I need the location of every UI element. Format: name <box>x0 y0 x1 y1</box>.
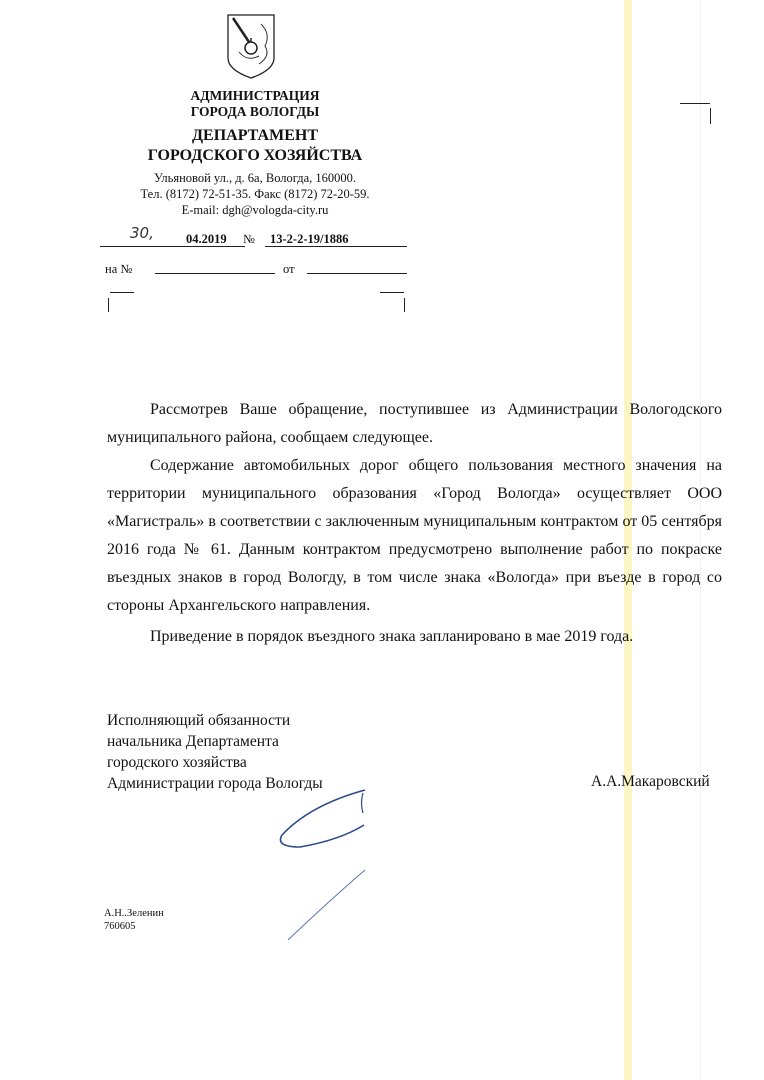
title-line: Администрации города Вологды <box>107 775 323 792</box>
letter-date: 04.2019 <box>186 232 227 246</box>
title-line: начальника Департамента <box>107 733 279 750</box>
body-paragraph: Приведение в порядок въездного знака запланировано в мае 2019 года. <box>150 628 634 645</box>
corner-mark <box>110 292 134 293</box>
title-line: городского хозяйства <box>107 754 247 771</box>
organization-name <box>110 88 400 120</box>
letter-number: 13-2-2-19/1886 <box>270 232 349 246</box>
signatory-title <box>107 710 323 794</box>
body-paragraph: Рассмотрев Ваше обращение, поступившее из Администрации Вологодского муниципального района, сообщаем следующее. <box>107 401 722 446</box>
contact-block <box>110 170 400 218</box>
executor-info <box>104 907 164 933</box>
reply-to-underline <box>155 273 275 274</box>
corner-mark <box>404 298 405 312</box>
corner-mark <box>380 292 404 293</box>
handwritten-day: 30, <box>130 224 154 242</box>
signatory-name: А.А.Макаровский <box>591 773 710 790</box>
email: E-mail: dgh@vologda-city.ru <box>181 203 329 217</box>
corner-mark <box>108 298 109 312</box>
executor-name: А.Н..Зеленин <box>104 908 164 919</box>
handwritten-signature <box>270 785 380 945</box>
org-line: АДМИНИСТРАЦИЯ <box>190 88 320 103</box>
executor-phone: 760605 <box>104 921 136 932</box>
number-sign: № <box>243 232 255 246</box>
coat-of-arms-emblem <box>225 12 277 80</box>
department-name <box>110 126 400 166</box>
number-underline <box>265 246 407 247</box>
org-line: ГОРОДА ВОЛОГДЫ <box>190 104 320 119</box>
dept-line: ДЕПАРТАМЕНТ <box>192 127 318 144</box>
body-paragraph: Содержание автомобильных дорог общего пользования местного значения на территории муниципального образования «Город Вологда» осуществляет ООО «Магистраль» в соответствии с заключенным муниципальным контрактом от 05 сентября 2016 года № 61. Данным контрактом предусмотрено выполнение работ по покраске въездных знаков в город Вологду, в том числе знака «Вологда» при въезде в город со стороны Архангельского направления. <box>107 457 722 614</box>
address: Ульяновой ул., д. 6а, Вологда, 160000. <box>153 171 357 185</box>
reply-to-label: на № <box>105 262 133 276</box>
dept-line: ГОРОДСКОГО ХОЗЯЙСТВА <box>147 147 363 164</box>
letter-body <box>107 396 722 651</box>
phone: Тел. (8172) 72-51-35. Факс (8172) 72-20-59. <box>140 187 370 201</box>
from-underline <box>307 273 407 274</box>
date-underline <box>100 246 245 247</box>
corner-mark <box>680 103 710 104</box>
corner-mark <box>710 108 711 124</box>
from-label: от <box>283 262 295 276</box>
title-line: Исполняющий обязанности <box>107 712 291 729</box>
